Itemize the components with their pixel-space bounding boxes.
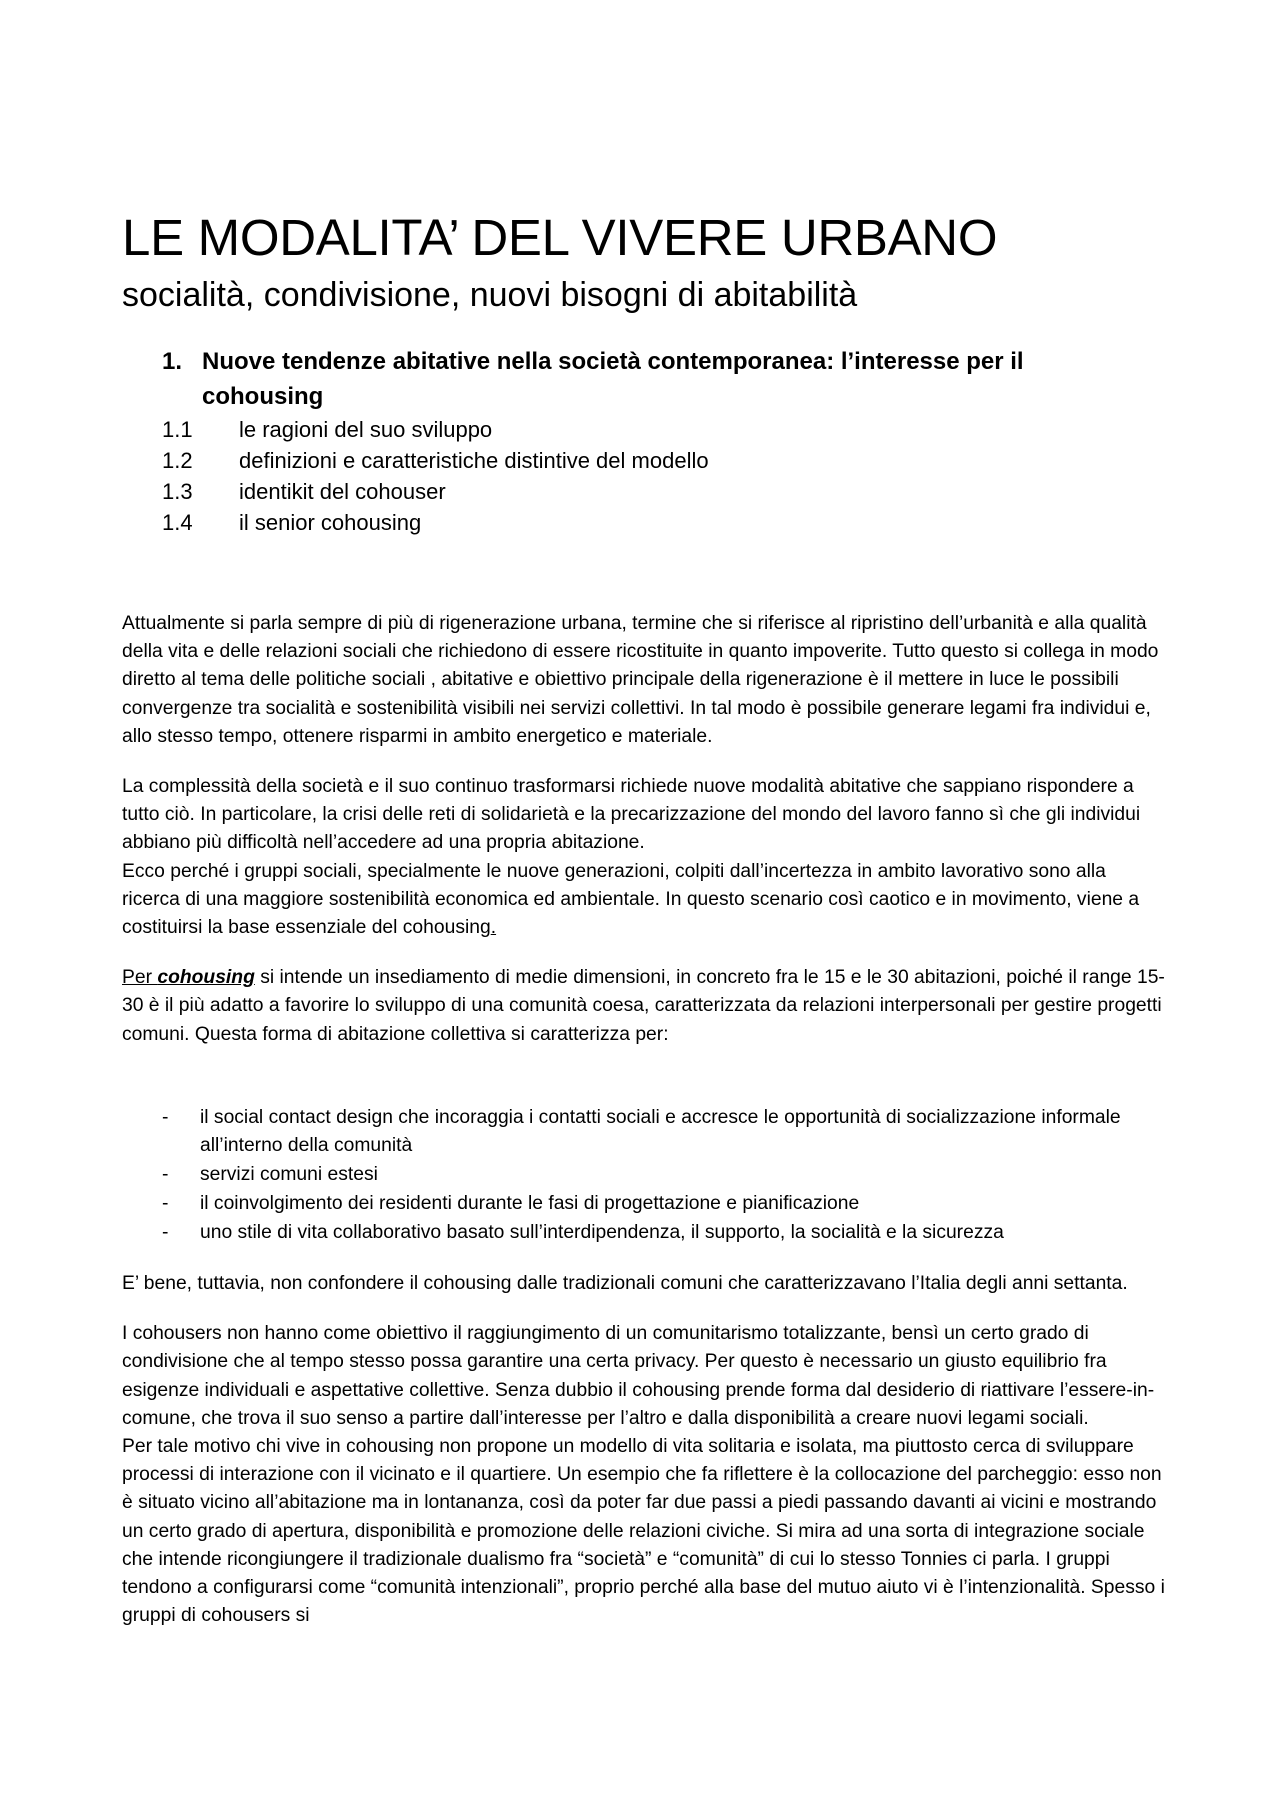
toc-sub-label: le ragioni del suo sviluppo [239,417,493,442]
paragraph-tale-motivo: Per tale motivo chi vive in cohousing non propone un modello di vita solitaria e isolata, ma piuttosto cerca di sviluppare processi di interazione con il vicinato e il quartiere. Un esempio che fa riflettere è la collocazione del parcheggio: esso non è situato vicino all’abitazione ma in lontananza, così da poter far due passi a piedi passando davanti ai vicini e mostrando un certo grado di apertura, disponibilità e promozione delle relazioni civiche. Si mira ad una sorta di integrazione sociale che intende ricongiungere il tradizionale dualismo fra “società” e “comunità” di cui lo stesso Tonnies ci parla. I gruppi tendono a configurarsi come “comunità intenzionali”, proprio perché alla base del mutuo aiuto vi è l’intenzionalità. Spesso i gruppi di cohousers si [122,1436,1165,1627]
bullet-item [122,1190,1167,1218]
paragraph-gruppi-sociali [122,858,1167,943]
toc-sub-number: 1.2 [162,448,193,473]
toc-main-heading [162,344,1122,414]
bullet-marker: - [162,1222,169,1243]
bullet-marker: - [162,1107,169,1128]
paragraph-gruppi-text: Ecco perché i gruppi sociali, specialmente le nuove generazioni, colpiti dall’incertezza in ambito lavorativo sono alla ricerca di una maggiore sostenibilità economica ed ambientale. In questo scenario così caotico e in movimento, viene a costituirsi la base essenziale del cohousing [122,860,1140,939]
document-subtitle: socialità, condivisione, nuovi bisogni di abitabilità [122,276,858,314]
definition-lead: Per [122,967,158,989]
bullet-marker: - [162,1193,169,1214]
toc-sub-label: identikit del cohouser [239,479,446,504]
bullet-item [122,1104,1167,1160]
toc-main-title: Nuove tendenze abitative nella società contemporanea: l’interesse per il cohousing [202,348,1024,410]
toc-sub-number: 1.4 [162,510,193,535]
bullet-text: uno stile di vita collaborativo basato sull’interdipendenza, il supporto, la socialità e la sicurezza [200,1222,1004,1243]
toc-sub-number: 1.1 [162,417,193,442]
bullet-text: il social contact design che incoraggia i contatti sociali e accresce le opportunità di socializzazione informale all’interno della comunità [200,1107,1121,1157]
toc-sub-number: 1.3 [162,479,193,504]
toc-sub-item [162,414,1062,445]
toc-sub-item [162,445,1062,476]
toc-sub-label: il senior cohousing [239,510,422,535]
paragraph-definizione [122,964,1167,1049]
toc-sub-item [162,507,1062,538]
cohousing-keyword: cohousing [157,967,255,989]
bullet-text: il coinvolgimento dei residenti durante le fasi di progettazione e pianificazione [200,1193,860,1214]
toc-main-number: 1. [162,348,183,375]
bullet-item [122,1161,1167,1189]
toc-sub-item [162,476,1062,507]
document-title: LE MODALITA’ DEL VIVERE URBANO [122,209,998,266]
bullet-item [122,1219,1167,1247]
paragraph-comuni: E’ bene, tuttavia, non confondere il cohousing dalle tradizionali comuni che caratterizzavano l’Italia degli anni settanta. [122,1273,1128,1294]
body-text-bottom [122,1270,1167,1630]
bullet-text: servizi comuni estesi [200,1164,378,1185]
underlined-period: . [490,917,497,939]
body-text-top [122,610,1167,1049]
paragraph-rigenerazione: Attualmente si parla sempre di più di rigenerazione urbana, termine che si riferisce al ripristino dell’urbanità e alla qualità della vita e delle relazioni sociali che richiedono di essere ricostituite in quanto impoverite. Tutto questo si collega in modo diretto al tema delle politiche sociali , abitative e obiettivo principale della rigenerazione è il mettere in luce le possibili convergenze tra socialità e sostenibilità visibili nei servizi collettivi. In tal modo è possibile generare legami fra individui e, allo stesso tempo, ottenere risparmi in ambito energetico e materiale. [122,613,1159,747]
bullet-marker: - [162,1164,169,1185]
paragraph-complessita: La complessità della società e il suo continuo trasformarsi richiede nuove modalità abitative che sappiano rispondere a tutto ciò. In particolare, la crisi delle reti di solidarietà e la precarizzazione del mondo del lavoro fanno sì che gli individui abbiano più difficoltà nell’accedere ad una propria abitazione. [122,776,1141,854]
toc-sub-label: definizioni e caratteristiche distintive del modello [239,448,709,473]
definition-text: si intende un insediamento di medie dimensioni, in concreto fra le 15 e le 30 abitazioni, poiché il range 15-30 è il più adatto a favorire lo sviluppo di una comunità coesa, caratterizzata da relazioni interpersonali per gestire progetti comuni. Questa forma di abitazione collettiva si caratterizza per: [122,967,1165,1045]
paragraph-cohousers: I cohousers non hanno come obiettivo il raggiungimento di un comunitarismo totalizzante, bensì un certo grado di condivisione che al tempo stesso possa garantire una certa privacy. Per questo è necessario un giusto equilibrio fra esigenze individuali e aspettative collettive. Senza dubbio il cohousing prende forma dal desiderio di riattivare l’essere-in-comune, che trova il suo senso a partire dall’interesse per l’altro e dalla disponibilità a creare nuovi legami sociali. [122,1323,1155,1429]
